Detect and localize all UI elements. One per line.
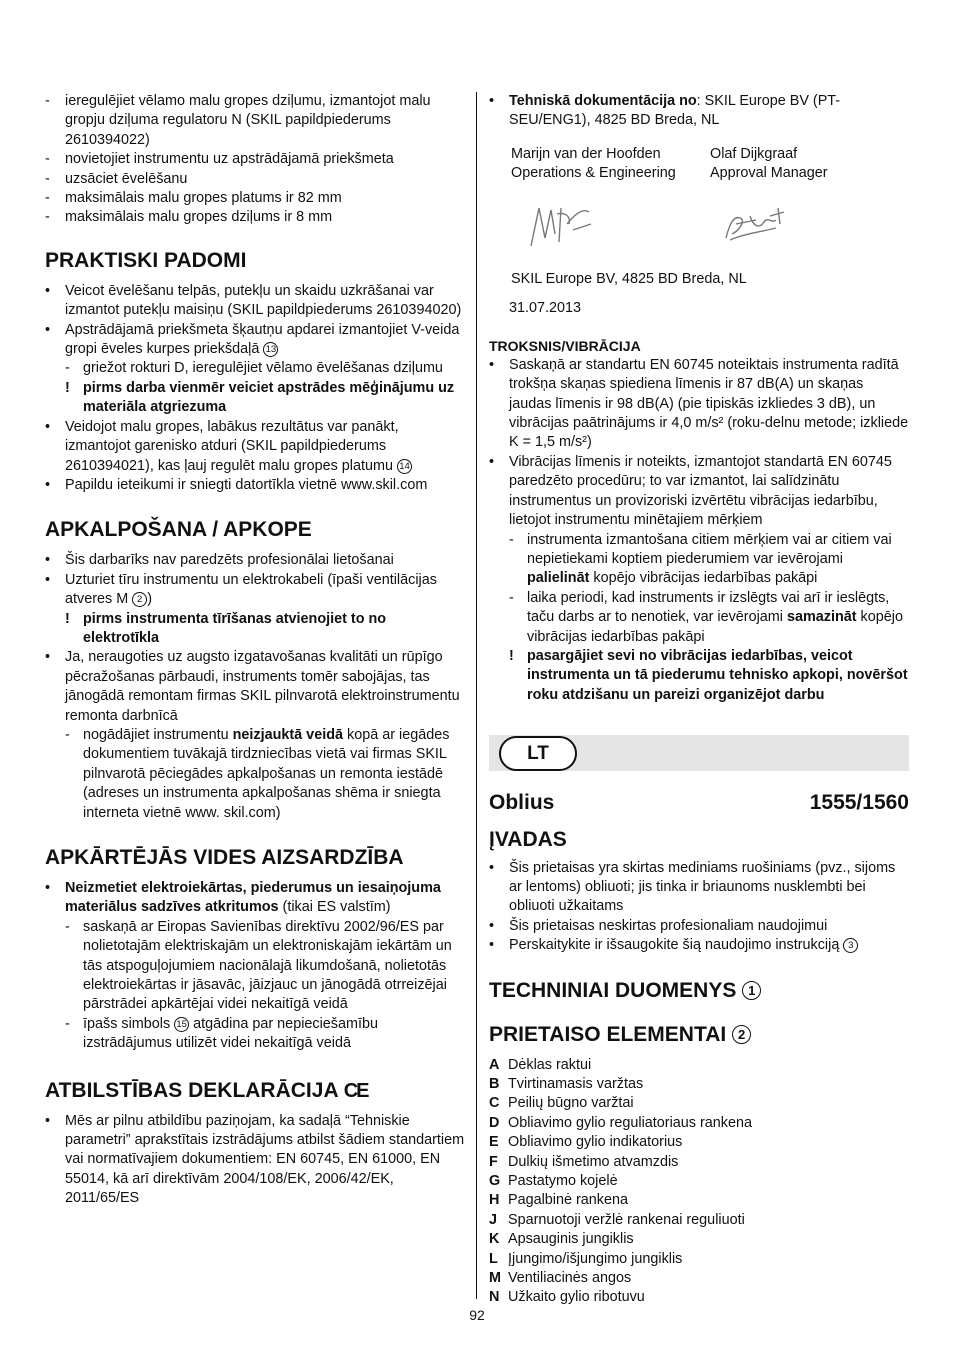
part-label: Obliavimo gylio reguliatoriaus rankena [508,1114,752,1131]
figure-ref: 1 [742,981,761,1000]
list-item: - īpašs simbols 15 atgādina par nepieciešamību izstrādājumus utilizēt videi nekaitīgā veidā [65,1015,378,1052]
warning-note: ! pirms instrumenta tīrīšanas atvienojiet to no elektrotīkla [65,610,387,646]
part-label: Įjungimo/išjungimo jungiklis [508,1250,683,1267]
part-row [489,1094,909,1113]
ce-mark-icon: CE [343,1079,368,1102]
part-label: Užkaito gylio ribotuvu [508,1289,645,1306]
part-label: Dulkių išmetimo atvamzdis [508,1153,679,1170]
part-key: F [489,1153,498,1170]
part-row [489,1288,909,1307]
part-key: N [489,1289,500,1306]
list-item: • Perskaitykite ir išsaugokite šią naudojimo instrukciją 3 [489,936,909,955]
section-heading-atbilstibas: ATBILSTĪBAS DEKLARĀCIJA CE [45,1078,368,1102]
list-item: • Šis prietaisas yra skirtas mediniams ruošiniams (pvz., sijoms ar lentoms) obliuoti; jis tinka ir briaunoms nusklembti bei obliuoti užkaitams [489,859,896,915]
part-label: Obliavimo gylio indikatorius [508,1134,683,1151]
figure-ref: 15 [174,1017,189,1032]
signature-2-icon [710,194,800,254]
part-row [489,1230,909,1249]
list-item: • Tehniskā dokumentācija no: SKIL Europe BV (PT-SEU/ENG1), 4825 BD Breda, NL [489,93,841,129]
figure-ref: 2 [732,1025,751,1044]
company-address: SKIL Europe BV, 4825 BD Breda, NL [511,271,747,288]
product-name: Oblius [489,791,555,815]
list-item: - maksimālais malu gropes platums ir 82 mm [45,190,342,207]
figure-ref: 3 [843,938,858,953]
part-label: Apsauginis jungiklis [508,1231,634,1248]
signatories [511,145,909,260]
part-label: Peilių būgno varžtai [508,1095,634,1112]
figure-ref: 14 [397,459,412,474]
section-heading-troksnis: TROKSNIS/VIBRĀCIJA [489,337,641,354]
list-item: - maksimālais malu gropes dziļums ir 8 mm [45,209,333,226]
part-label: Ventiliacinės angos [508,1270,632,1287]
list-item: • Papildu ieteikumi ir sniegti datortīkla vietnē www.skil.com [45,476,428,493]
part-row [489,1250,909,1269]
part-row [489,1133,909,1152]
left-column [45,92,465,1209]
part-key: B [489,1076,500,1092]
section-heading-elementai: PRIETAISO ELEMENTAI 2 [489,1022,909,1048]
part-key: E [489,1134,499,1151]
parts-list [489,1056,909,1308]
part-row [489,1211,909,1230]
part-row [489,1056,909,1075]
list-item: - instrumenta izmantošana citiem mērķiem vai ar citiem vai nepietiekami koptiem piederumiem var ievērojami palielināt kopējo vibrācijas iedarbības pakāpi [509,531,892,587]
section-heading-techniniai: TECHNINIAI DUOMENYS 1 [489,978,909,1004]
intro-list [45,92,465,228]
list-item: - griežot rokturi D, ieregulējiet vēlamo ēvelēšanas dziļumu [65,360,443,377]
list-item: - nogādājiet instrumentu neizjauktā veidā kopā ar iegādes dokumentiem tuvākajā tirdzniecības vietā vai firmas SKIL pilnvarotā pēciegādes apkalpošanas un remonta iestādē (adreses un instrumenta apkalpošanas shēma ir sniegta interneta vietnē www. skil.com) [65,726,450,821]
section-heading-vides: APKĀRTĒJĀS VIDES AIZSARDZĪBA [45,846,404,869]
list-item: • Šis darbarīks nav paredzēts profesionālai lietošanai [45,552,394,569]
list-item: • Apstrādājamā priekšmeta šķautņu apdarei izmantojiet V-veida gropi ēveles kurpes priekšdaļā 13 [45,321,460,358]
signatory-2: Olaf Dijkgraaf Approval Manager [710,145,909,260]
list-item: • Veidojot malu gropes, labākus rezultātus var panākt, izmantojot garenisko atduri (SKIL papildpiederums 2610394021), kas ļauj regulēt malu gropes platumu 14 [45,418,465,476]
part-key: H [489,1192,500,1209]
warning-note: ! pirms darba vienmēr veiciet apstrādes mēģinājumu uz materiāla atgriezuma [65,379,455,416]
list-item: • Neizmetiet elektroiekārtas, piederumus un iesaiņojuma materiālus sadzīves atkritumos (tikai ES valstīm) [45,880,441,916]
part-key: L [489,1250,498,1267]
language-bar [489,735,909,771]
warning-note: ! pasargājiet sevi no vibrācijas iedarbības, veicot instrumenta un tā piederumu tehnisko apkopi, novēršot roku atdzišanu un pareizi organizējot darbu [509,647,908,703]
part-key: K [489,1231,500,1248]
part-key: A [489,1056,500,1073]
figure-ref: 13 [263,342,278,357]
part-row [489,1114,909,1133]
list-item: • Vibrācijas līmenis ir noteikts, izmantojot standartā EN 60745 paredzēto procedūru; to var izmantot, lai salīdzinātu instrumentus un provizoriski izvērtētu vibrācijas iedarbību, lietojot instrumentu minētajiem mērķiem [489,453,892,529]
list-item: • Veicot ēvelēšanu telpās, putekļu un skaidu uzkrāšanai var izmantot putekļu maisiņu (SKIL papildpiederums 2610394020) [45,282,462,319]
part-label: Tvirtinamasis varžtas [508,1076,644,1092]
list-item: - novietojiet instrumentu uz apstrādājamā priekšmeta [45,151,394,168]
part-row [489,1075,909,1094]
right-column [489,92,909,1308]
signatory-1: Marijn van der Hoofden Operations & Engineering [511,145,710,260]
part-key: G [489,1173,501,1190]
list-item: • Mēs ar pilnu atbildību paziņojam, ka sadaļā “Tehniskie parametri” aprakstītais izstrādājums atbilst šādiem standartiem vai normatīvajiem dokumentiem: EN 60745, EN 61000, EN 55014, kā arī direktīvām 2004/108/EK, 2006/42/EK, 2011/65/ES [45,1112,465,1207]
language-badge: LT [499,736,577,771]
part-key: C [489,1095,500,1112]
figure-ref: 2 [132,592,147,607]
part-label: Pagalbinė rankena [508,1192,629,1209]
part-key: J [489,1211,498,1228]
page-number: 92 [469,1307,485,1323]
part-label: Sparnuotoji veržlė rankenai reguliuoti [508,1211,745,1228]
part-row [489,1153,909,1172]
column-divider [476,92,477,1299]
section-heading-apkalposana: APKALPOŠANA / APKOPE [45,518,312,542]
list-item: - uzsāciet ēvelēšanu [45,170,188,187]
product-model: 1555/1560 [809,791,909,815]
list-item: • Saskaņā ar standartu EN 60745 noteiktais instrumenta radītā trokšņa skaņas spiediena līmenis ir 87 dB(A) un skaņas jaudas līmenis ir 98 dB(A) (pie tipiskās izkliedes 3 dB), un vibrācijas paātrinājums ir 4,0 m/s² (roku-delnu metode; izkliede K = 1,5 m/s²) [489,356,909,451]
section-heading-praktiski: PRAKTISKI PADOMI [45,248,247,272]
part-label: Pastatymo kojelė [508,1173,618,1190]
part-row [489,1269,909,1288]
list-item: • Uzturiet tīru instrumentu un elektrokabeli (īpaši ventilācijas atveres M 2 ) [45,571,437,608]
product-title [489,791,909,815]
list-item: - saskaņā ar Eiropas Savienības direktīvu 2002/96/ES par nolietotajām elektriskajām un elektroniskajām iekārtām un tās atspoguļojumiem nacionālajā likumdošanā, nolietotās elektroiekārtas ir jāsavāc, jāizjauc un jānogādā otrreizējai pārstrādei apkārtējai videi nekaitīgā veidā [65,918,452,1013]
list-item: • Ja, neraugoties uz augsto izgatavošanas kvalitāti un rūpīgo pēcražošanas pārbaudi, instruments tomēr sabojājas, tas jānogādā remontam firmas SKIL pilnvarotā elektroinstrumentu remonta darbnīcā [45,649,460,724]
list-item: - ieregulējiet vēlamo malu gropes dziļumu, izmantojot malu gropju dziļuma regulatoru N (SKIL papildpiederums 2610394022) [45,93,431,148]
list-item: - laika periodi, kad instruments ir izslēgts vai arī ir ieslēgts, taču darbs ar to nenotiek, var ievērojami samazināt kopējo vibrācijas iedarbības pakāpi [509,589,903,645]
part-key: D [489,1114,500,1131]
part-row [489,1172,909,1191]
declaration-date: 31.07.2013 [509,300,582,317]
list-item: • Šis prietaisas neskirtas profesionaliam naudojimui [489,917,828,934]
part-key: M [489,1270,501,1287]
signature-1-icon [511,194,601,254]
part-label: Dėklas raktui [508,1056,592,1073]
section-heading-ivadas: ĮVADAS [489,827,567,851]
part-row [489,1191,909,1210]
